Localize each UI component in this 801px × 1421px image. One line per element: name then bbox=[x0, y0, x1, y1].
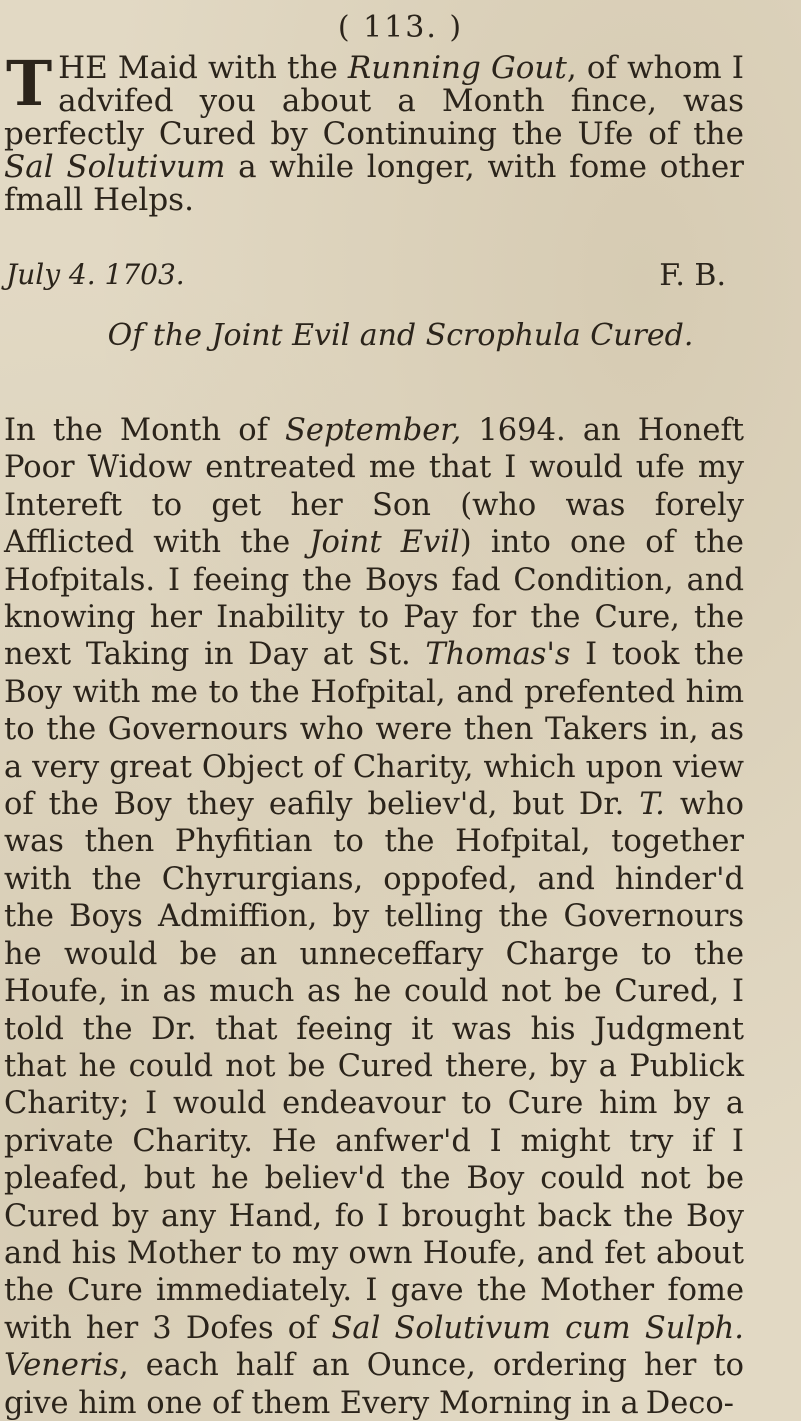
body-text-3: ) into one of the Hofpitals. I feeing the Boys fad Condition, and knowing her Inability to Pay for the Cure, the next Taking in Day at St. bbox=[4, 525, 744, 673]
letter-text-2: , of whom I advifed you about a Month fince, was perfectly Cured by Continuing the Ufe of the bbox=[4, 50, 744, 152]
letter-date: July 4. 1703. bbox=[6, 258, 185, 291]
body-text-6: , each half an Ounce, ordering her to give him one of them Every Morning in a bbox=[4, 1348, 744, 1421]
catchword: Deco- bbox=[645, 1385, 734, 1421]
body-text-4: I took the Boy with me to the Hofpital, and prefented him to the Governours who were then Takers in, as a very great Object of Charity, which upon view of the Boy they eafily believ'd, but Dr. bbox=[4, 637, 744, 823]
letter-text-3: a while longer, with fome other fmall Helps. bbox=[4, 149, 744, 218]
body-em-2: Joint Evil bbox=[309, 525, 460, 561]
signature-initials: F. B. bbox=[659, 258, 726, 293]
body-em-4: T. bbox=[639, 787, 665, 823]
body-text-1: In the Month of bbox=[4, 413, 286, 448]
body-text-2: 1694. an Honeft Poor Widow entreated me that I would ufe my Intereft to get her Son (who was forely Afflicted with the bbox=[4, 413, 744, 561]
section-heading: Of the Joint Evil and Scrophula Cured. bbox=[107, 318, 694, 353]
date-line bbox=[6, 258, 726, 291]
letter-text-1: HE Maid with the bbox=[58, 50, 348, 86]
body-em-1: September, bbox=[285, 413, 462, 448]
body-text-5: who was then Phyfitian to the Hofpital, together with the Chyrurgians, oppofed, and hinder'd the Boys Admiffion, by telling the Governours he would be an unneceffary Charge to the Houfe, in as much as he could not be Cured, I told the Dr. that feeing it was his Judgment that he could not be Cured there, by a Publick Charity; I would endeavour to Cure him by a private Charity. He anfwer'd I might try if I pleafed, but he believ'd the Boy could not be Cured by any Hand, fo I brought back the Boy and his Mother to my own Houfe, and fet about the Cure immediately. I gave the Mother fome with her 3 Dofes of bbox=[4, 787, 744, 1346]
letter-paragraph bbox=[4, 47, 744, 218]
letter-em-2: Sal Solutivum bbox=[4, 149, 226, 185]
letter-em-1: Running Gout bbox=[347, 50, 567, 86]
drop-cap: T bbox=[6, 47, 53, 120]
body-em-5: Sal Solutivum cum Sulph. Veneris bbox=[4, 1310, 745, 1384]
body-paragraph bbox=[4, 412, 744, 1421]
body-em-3: Thomas's bbox=[425, 637, 571, 673]
page-number: ( 113. ) bbox=[337, 10, 464, 45]
